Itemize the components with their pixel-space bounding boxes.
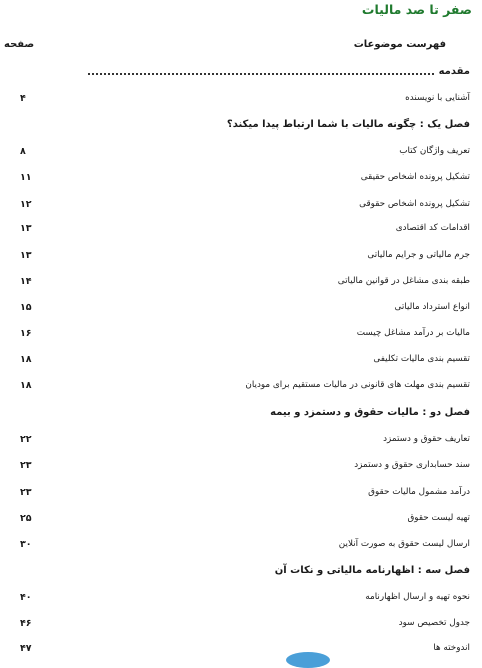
toc-entry-title: تشکیل پرونده اشخاص حقوقی: [359, 199, 470, 209]
toc-entry-page: ۲۳: [20, 460, 32, 471]
toc-entry-title: آشنایی با نویسنده: [405, 93, 470, 103]
toc-row[interactable]: [0, 434, 470, 448]
toc-row[interactable]: [0, 487, 470, 501]
toc-entry-title: سند حسابداری حقوق و دستمزد: [354, 460, 470, 470]
chapter-heading: فصل دو : مالیات حقوق و دستمزد و بیمه: [270, 407, 470, 418]
toc-entry-title: نحوه تهیه و ارسال اظهارنامه: [365, 592, 470, 602]
toc-row[interactable]: [0, 618, 470, 632]
toc-entry-page: ۱۲: [20, 199, 32, 210]
toc-entry-title: تقسیم بندی مالیات تکلیفی: [373, 354, 470, 364]
toc-entry-title: جدول تخصیص سود: [398, 618, 470, 628]
toc-entry-title: اقدامات کد اقتصادی: [395, 223, 470, 233]
toc-entry-page: ۱۵: [20, 302, 32, 313]
toc-row[interactable]: [0, 302, 470, 316]
toc-row[interactable]: [0, 199, 470, 213]
toc-entry-title: طبقه بندی مشاغل در قوانین مالیاتی: [337, 276, 470, 286]
toc-row[interactable]: [0, 328, 470, 342]
toc-entry-title: اندوخته ها: [433, 643, 470, 653]
chapter-heading: فصل یک : چگونه مالیات با شما ارتباط پیدا میکند؟: [226, 119, 470, 130]
toc-entry-page: ۱۸: [20, 354, 32, 365]
intro-label: مقدمه: [438, 66, 470, 77]
toc-entry-title: تعاریف حقوق و دستمزد: [383, 434, 470, 444]
toc-entry-page: ۳۰: [20, 539, 32, 550]
dot-leader: [88, 73, 434, 75]
toc-entry-title: جرم مالیاتی و جرایم مالیاتی: [367, 250, 470, 260]
toc-entry-page: ۱۶: [20, 328, 32, 339]
toc-entry-page: ۴۷: [20, 643, 32, 654]
toc-row[interactable]: [0, 460, 470, 474]
toc-entry-title: انواع استرداد مالیاتی: [394, 302, 470, 312]
toc-entry-title: تعریف واژگان کتاب: [399, 146, 470, 156]
toc-entry-page: ۴: [20, 93, 26, 104]
toc-entry-title: تقسیم بندی مهلت های قانونی در مالیات مستقیم برای مودیان: [245, 380, 470, 390]
toc-row[interactable]: [0, 513, 470, 527]
toc-entry-page: ۲۲: [20, 434, 32, 445]
toc-entry-page: ۱۸: [20, 380, 32, 391]
toc-header-topics: فهرست موضوعات: [353, 39, 446, 50]
toc-row[interactable]: [0, 276, 470, 290]
toc-entry-page: ۴۶: [20, 618, 32, 629]
book-title: صفر تا صد مالیات: [361, 2, 472, 17]
toc-row[interactable]: [0, 172, 470, 186]
toc-row[interactable]: [0, 539, 470, 553]
toc-entry-page: ۱۳: [20, 250, 32, 261]
toc-entry-title: تشکیل پرونده اشخاص حقیقی: [360, 172, 470, 182]
toc-entry-page: ۱۴: [20, 276, 32, 287]
toc-row[interactable]: [0, 643, 470, 657]
toc-entry-page: ۸: [20, 146, 26, 157]
toc-entry-title: تهیه لیست حقوق: [407, 513, 470, 523]
toc-entry-page: ۱۱: [20, 172, 32, 183]
toc-row[interactable]: [0, 354, 470, 368]
toc-entry-page: ۲۵: [20, 513, 32, 524]
toc-entry-page: ۴۰: [20, 592, 32, 603]
toc-entry-page: ۲۳: [20, 487, 32, 498]
toc-header-page: صفحه: [4, 39, 35, 50]
decorative-shape: [286, 652, 330, 668]
toc-row[interactable]: [0, 223, 470, 237]
toc-entry-title: درآمد مشمول مالیات حقوق: [368, 487, 470, 497]
toc-row[interactable]: [0, 250, 470, 264]
toc-entry-title: مالیات بر درآمد مشاغل چیست: [356, 328, 470, 338]
chapter-heading: فصل سه : اظهارنامه مالیاتی و نکات آن: [274, 565, 470, 576]
toc-entry-page: ۱۳: [20, 223, 32, 234]
toc-row[interactable]: [0, 146, 470, 160]
toc-row[interactable]: [0, 380, 470, 394]
toc-row[interactable]: [0, 592, 470, 606]
toc-row[interactable]: [0, 93, 470, 107]
toc-entry-title: ارسال لیست حقوق به صورت آنلاین: [338, 539, 470, 549]
